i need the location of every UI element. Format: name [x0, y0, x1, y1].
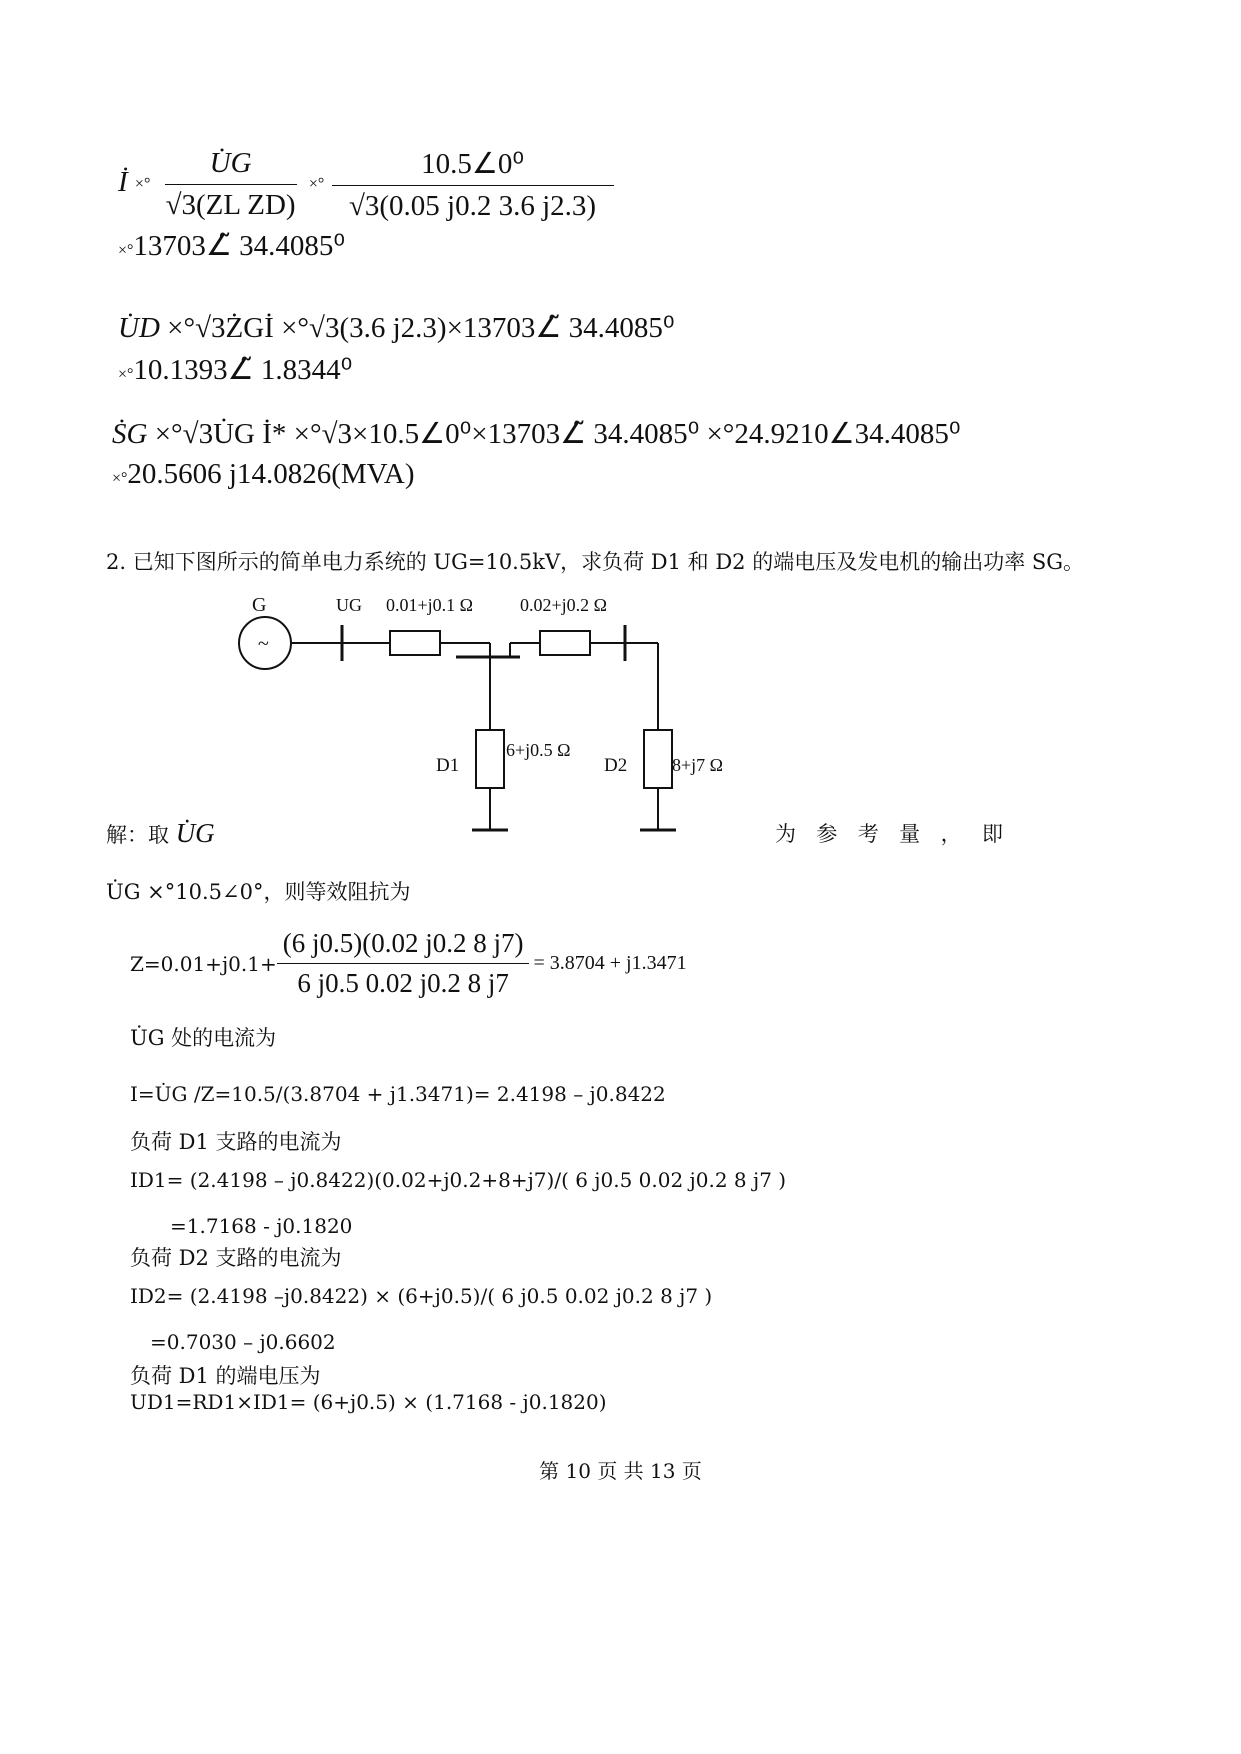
generator-tilde: ~: [258, 633, 269, 655]
eq-power-body: ×°√3U̇G İ* ×°√3×10.5∠0⁰×13703∠̃ 34.4085⁰ ×°24.9210∠34.4085⁰: [154, 418, 961, 450]
ud1-label: 负荷 D1 的端电压为: [130, 1364, 321, 1388]
eq-symbol: ×°: [118, 242, 134, 259]
equation-voltage: [118, 310, 675, 345]
z-result: = 3.8704 + j1.3471: [533, 952, 687, 974]
equation-power: [112, 416, 961, 451]
d1-current-label: 负荷 D1 支路的电流为: [130, 1130, 342, 1154]
current-label: U̇G 处的电流为: [130, 1026, 277, 1050]
d2-current-equation: ID2= (2.4198 –j0.8422) × (6+j0.5)/( 6 j0.5 0.02 j0.2 8 j7 ): [130, 1284, 713, 1308]
z-fraction: [277, 928, 530, 999]
fraction-numerator: U̇G: [165, 147, 297, 185]
fraction-denominator: 6 j0.5 0.02 j0.2 8 j7: [297, 968, 509, 998]
d2-current-label: 负荷 D2 支路的电流为: [130, 1246, 342, 1270]
ud1-equation: UD1=RD1×ID1= (6+j0.5) × (1.7168 - j0.1820): [130, 1390, 607, 1414]
intro-char: 考: [857, 822, 879, 846]
fraction-denominator: √3(0.05 j0.2 3.6 j2.3): [348, 190, 597, 222]
load-d1-box: [476, 730, 504, 788]
d1-current-equation: ID1= (2.4198 – j0.8422)(0.02+j0.2+8+j7)/( 6 j0.5 0.02 j0.2 8 j7 ): [130, 1168, 787, 1192]
circuit-diagram: [230, 595, 850, 855]
z-prefix: Z=0.01+j0.1+: [130, 951, 277, 976]
d2-current-result: =0.7030 – j0.6602: [150, 1330, 336, 1354]
question-2: 2. 已知下图所示的简单电力系统的 UG=10.5kV，求负荷 D1 和 D2 的端电压及发电机的输出功率 SG。: [106, 550, 1085, 574]
equation-current-result: [118, 228, 345, 263]
load-d2-box: [644, 730, 672, 788]
load-d2-label: D2: [604, 755, 628, 776]
intro-char: ，: [940, 822, 962, 846]
equation-voltage-result: [118, 352, 352, 387]
equation-power-result: [112, 458, 414, 491]
load-d1-label: D1: [436, 755, 460, 776]
load-d2-impedance: 8+j7 Ω: [672, 755, 724, 775]
eq-symbol: ×°: [308, 175, 325, 193]
fraction-numerator: 10.5∠0⁰: [332, 146, 614, 186]
d1-current-result: =1.7168 - j0.1820: [170, 1214, 353, 1238]
page-footer: 第 10 页 共 13 页: [539, 1459, 702, 1483]
load-d1-impedance: 6+j0.5 Ω: [506, 740, 571, 760]
solution-intro: [106, 818, 215, 849]
generator-label: G: [252, 595, 267, 616]
line1-impedance-label: 0.01+j0.1 Ω: [386, 595, 474, 615]
fraction-denominator: √3(ZL ZD): [165, 189, 296, 221]
eq-current-lhs: İ: [118, 166, 128, 199]
eq-voltage-lhs: U̇D: [118, 312, 160, 344]
fraction-numerator: (6 j0.5)(0.02 j0.2 8 j7): [277, 928, 530, 964]
eq-symbol: ×°: [112, 470, 128, 487]
bus-ug-label: UG: [336, 595, 362, 615]
line1-impedance-box: [390, 631, 440, 655]
solution-intro-symbol: U̇G: [175, 818, 215, 848]
line2-impedance-label: 0.02+j0.2 Ω: [520, 595, 608, 615]
eq-current-fraction-1: [160, 147, 302, 222]
reference-line: U̇G ×°10.5∠0°，则等效阻抗为: [106, 880, 411, 904]
intro-char: 为: [775, 822, 796, 846]
intro-char: 参: [816, 822, 838, 846]
solution-intro-left: 解：取: [106, 823, 169, 847]
eq-result-value: 13703∠̃ 34.4085⁰: [133, 230, 346, 262]
line2-impedance-box: [540, 631, 590, 655]
eq-power-lhs: ṠG: [112, 418, 148, 450]
eq-result-value: 20.5606 j14.0826(MVA): [127, 458, 415, 490]
eq-symbol: ×°: [134, 175, 151, 193]
eq-result-value: 10.1393∠̃ 1.8344⁰: [133, 354, 353, 386]
current-equation: I=U̇G /Z=10.5/(3.8704 + j1.3471)= 2.4198 – j0.8422: [130, 1082, 666, 1106]
impedance-equation: [130, 928, 687, 999]
intro-char: 即: [981, 822, 1003, 846]
eq-symbol: ×°: [118, 366, 134, 383]
eq-current-fraction-2: [332, 146, 614, 223]
eq-voltage-body: ×°√3ŻGİ ×°√3(3.6 j2.3)×13703∠̃ 34.4085⁰: [167, 312, 675, 344]
intro-char: 量: [899, 822, 921, 846]
equation-current: [118, 146, 614, 223]
solution-intro-right: [775, 818, 1003, 848]
